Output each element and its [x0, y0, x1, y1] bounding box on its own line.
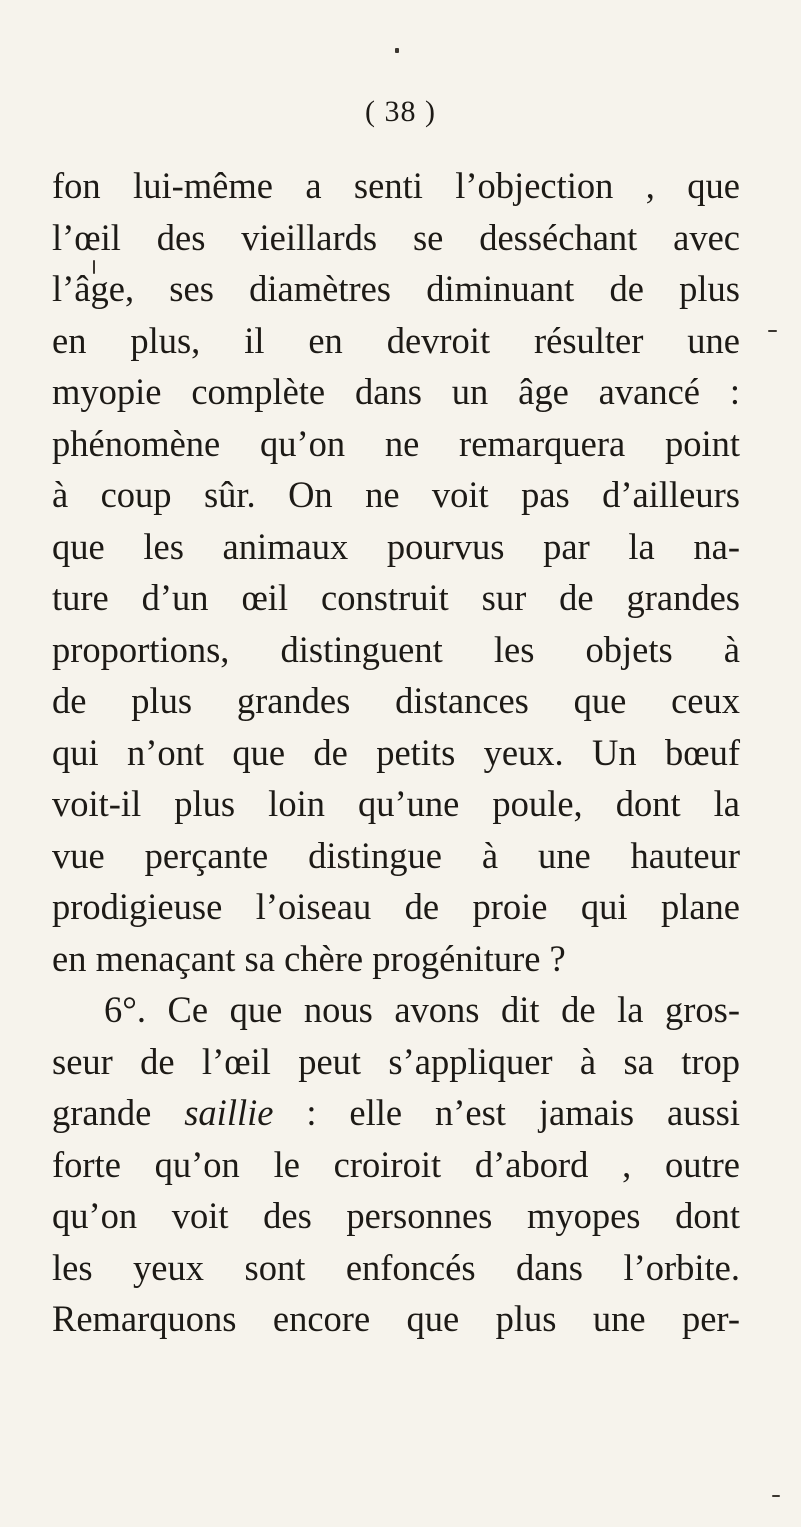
text-line: phénomène qu’on ne remarquera point [52, 422, 740, 464]
text-line: 6°. Ce que nous avons dit de la gros- [104, 989, 740, 1030]
text-line [52, 1087, 740, 1139]
text-line: prodigieuse l’oiseau de proie qui plane [52, 886, 740, 927]
italic-word: saillie [184, 1092, 274, 1133]
text-line: ture d’un œil construit sur de grandes [52, 577, 740, 618]
ink-speck [768, 330, 777, 332]
text-run: grande [52, 1092, 185, 1133]
body-text [52, 160, 740, 1345]
text-line: vue perçante distingue à une hauteur [52, 834, 740, 876]
text-line: en plus, il en devroit résulter une [52, 319, 740, 361]
text-line: fon lui-même a senti l’objection , que [52, 165, 740, 206]
text-line: l’âge, ses diamètres diminuant de plus [52, 268, 740, 309]
text-line: de plus grandes distances que ceux [52, 680, 740, 721]
ink-speck [772, 1495, 780, 1497]
text-line: forte qu’on le croiroit d’abord , outre [52, 1143, 740, 1185]
text-line: les yeux sont enfoncés dans l’orbite. [52, 1246, 740, 1288]
ink-speck [395, 48, 399, 53]
text-line: que les animaux pourvus par la na- [52, 525, 740, 567]
text-run: : elle n’est jamais aussi [273, 1092, 740, 1133]
text-line: en menaçant sa chère progéniture ? [52, 937, 566, 979]
text-line: qui n’ont que de petits yeux. Un bœuf [52, 731, 740, 773]
text-line: myopie complète dans un âge avancé : [52, 371, 740, 412]
page-number: ( 38 ) [365, 95, 436, 128]
text-line: voit-il plus loin qu’une poule, dont la [52, 783, 740, 824]
text-line: l’œil des vieillards se desséchant avec [52, 216, 740, 258]
text-line: Remarquons encore que plus une per- [52, 1298, 740, 1339]
text-line: proportions, distinguent les objets à [52, 628, 740, 670]
text-line: qu’on voit des personnes myopes dont [52, 1195, 740, 1236]
text-line: à coup sûr. On ne voit pas d’ailleurs [52, 474, 740, 515]
text-line: seur de l’œil peut s’appliquer à sa trop [52, 1040, 740, 1082]
